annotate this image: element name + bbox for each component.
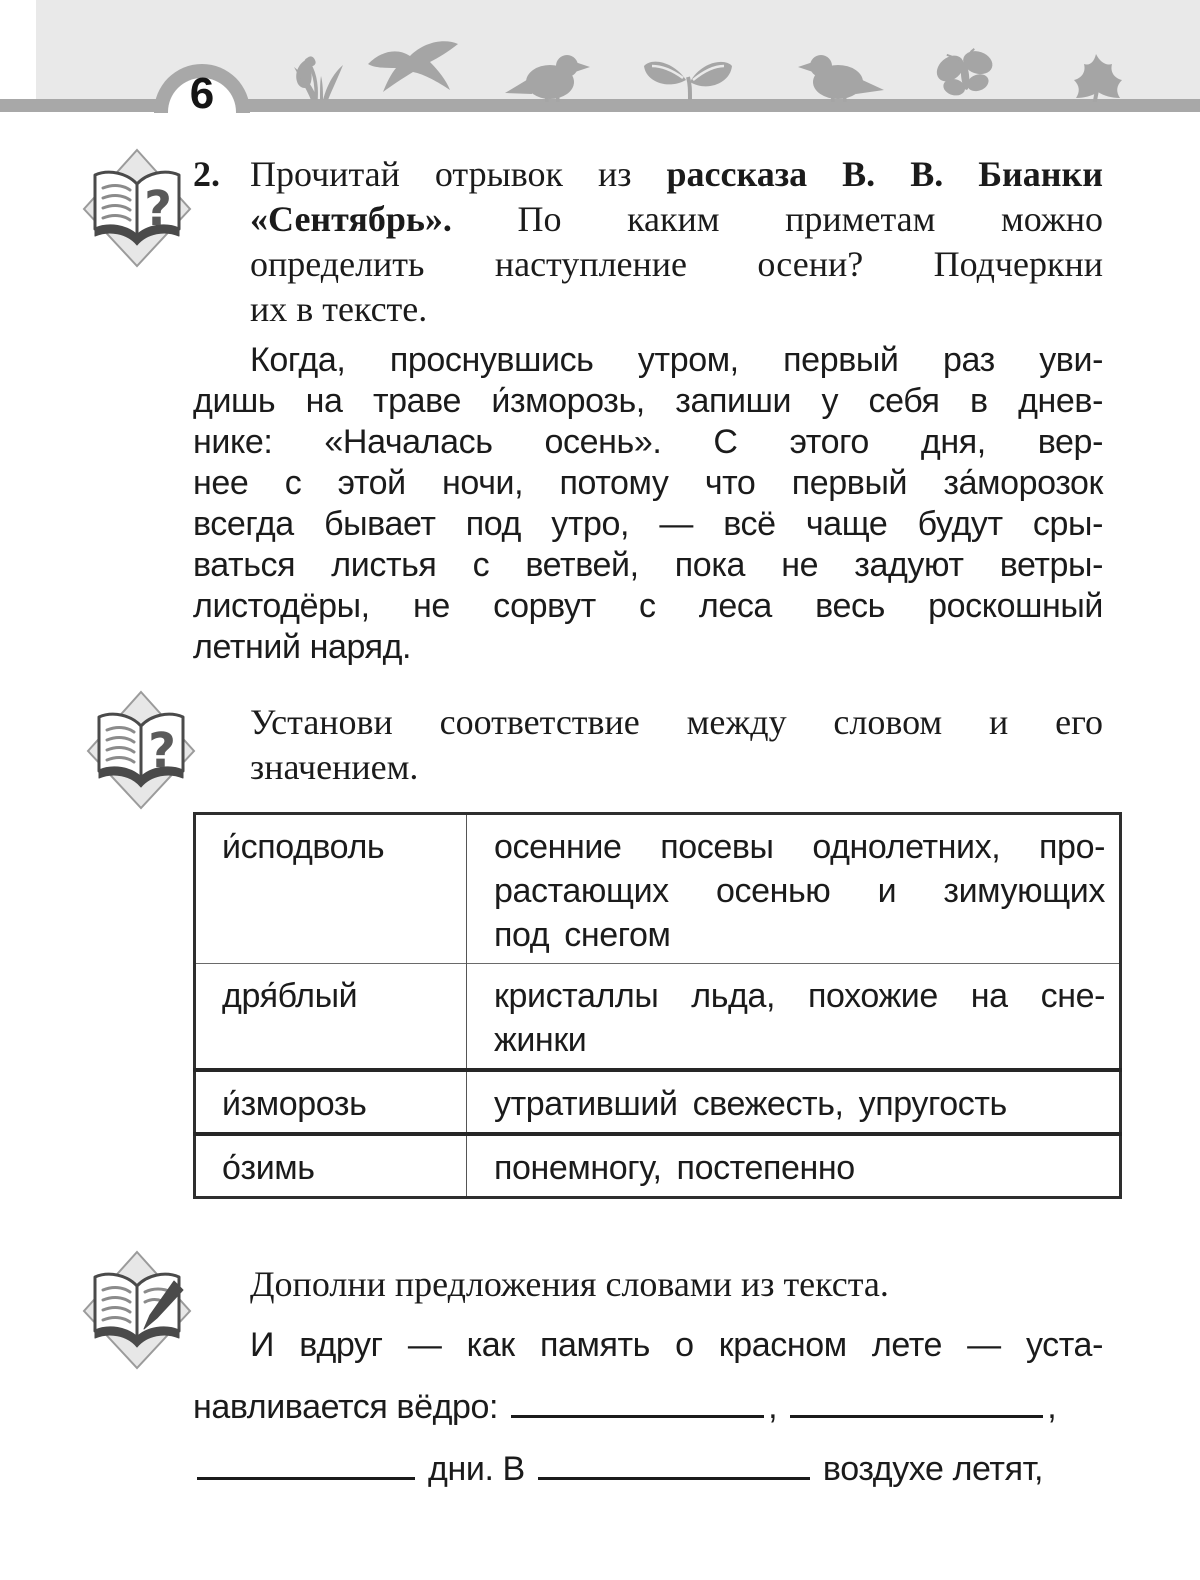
table-row (195, 814, 1121, 964)
match-prompt (250, 700, 1103, 790)
table-row (195, 1134, 1121, 1198)
text-line: Дополни предложения словами из текста. (250, 1264, 889, 1304)
text-line: Установи соответствие между словом и его (250, 702, 1103, 742)
fill-sentence (193, 1325, 1103, 1511)
book-pencil-icon (80, 1248, 194, 1372)
text-line: определить наступление осени? Подчеркни (250, 244, 1103, 284)
text-line: листодёры, не сорвут с леса весь роскошный (193, 587, 1103, 625)
answer-blank (790, 1411, 1043, 1418)
answer-blank (511, 1411, 764, 1418)
text-line: понемногу, постепенно (494, 1149, 855, 1187)
word-cell: дря́блый (195, 964, 467, 1071)
text-line: «Сентябрь». По каким приметам можно (250, 199, 1103, 239)
text-line: под снегом (494, 916, 671, 954)
text-line: летний наряд. (193, 628, 412, 666)
text-line: растающих осенью и зимующих (494, 872, 1105, 910)
text-line: дишь на траве и́зморозь, запиши у себя в днев- (193, 382, 1103, 420)
definition-cell (467, 964, 1121, 1071)
text-line: Когда, проснувшись утром, первый раз уви- (250, 341, 1103, 379)
autumn-leaf-icon (1074, 54, 1122, 102)
word-definition-table (193, 812, 1122, 1199)
perched-bird-icon (505, 55, 590, 102)
task2-prompt (250, 152, 1103, 332)
flying-bird-icon (368, 41, 458, 92)
table-row (195, 1070, 1121, 1134)
svg-text:?: ? (144, 181, 172, 237)
text-line: всегда бывает под утро, — всё чаще будут сры- (193, 505, 1103, 543)
text-line: осенние посевы однолетних, про- (494, 828, 1105, 866)
table-row (195, 964, 1121, 1071)
definition-cell (467, 1070, 1121, 1134)
text-line: Прочитай отрывок из рассказа В. В. Бианки (250, 154, 1103, 194)
svg-text:?: ? (148, 723, 176, 779)
text-line: нике: «Началась осень». С этого дня, вер- (193, 423, 1103, 461)
butterfly-icon (930, 44, 1000, 100)
text-line: утративший свежесть, упругость (494, 1085, 1007, 1123)
word-cell: и́сподволь (195, 814, 467, 964)
text-line: значением. (250, 747, 419, 787)
fill-prompt (250, 1262, 1103, 1307)
page-number: 6 (189, 69, 215, 118)
task2-passage (193, 340, 1103, 668)
text-line: навливается вёдро: , , (193, 1388, 1057, 1426)
answer-blank (197, 1473, 415, 1480)
snowdrop-flower-icon (294, 56, 343, 100)
sprout-icon (644, 62, 732, 100)
word-cell: о́зимь (195, 1134, 467, 1198)
task-number: 2. (193, 154, 220, 194)
text-line: нее с этой ночи, потому что первый за́морозок (193, 464, 1103, 502)
text-line: дни. В воздухе летят, (193, 1449, 1103, 1490)
text-line: их в тексте. (250, 289, 428, 329)
perched-bird-left-icon (798, 55, 884, 102)
text-line: ваться листья с ветвей, пока не задуют ветры- (193, 546, 1103, 584)
answer-blank (538, 1473, 810, 1480)
text-line: кристаллы льда, похожие на сне- (494, 977, 1105, 1015)
definition-cell (467, 1134, 1121, 1198)
text-line: И вдруг — как память о красном лете — уста- (250, 1326, 1103, 1364)
word-cell: и́зморозь (195, 1070, 467, 1134)
text-line: жинки (494, 1021, 587, 1059)
book-question-icon (80, 146, 194, 270)
book-question-icon (84, 688, 198, 812)
definition-cell (467, 814, 1121, 964)
